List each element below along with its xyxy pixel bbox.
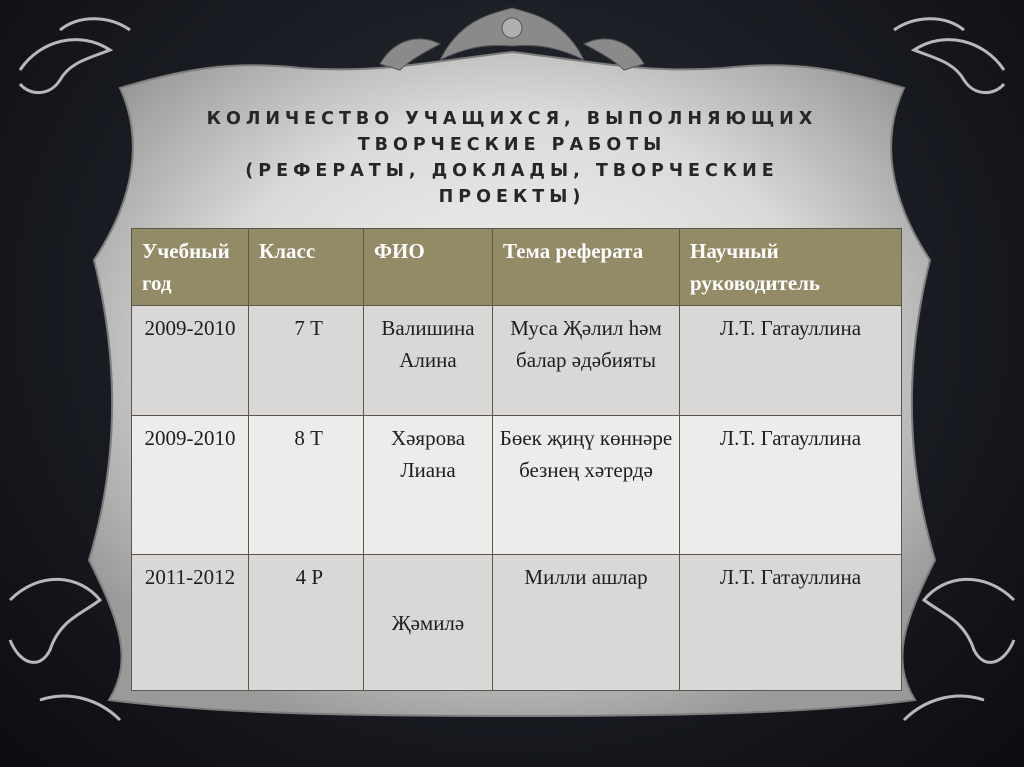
cell-name: Хәярова Лиана — [364, 416, 493, 555]
cell-name: Җәмилә — [364, 555, 493, 691]
title-line: КОЛИЧЕСТВО УЧАЩИХСЯ, ВЫПОЛНЯЮЩИХ — [206, 109, 818, 129]
cell-year: 2009-2010 — [132, 416, 249, 555]
cell-supervisor: Л.Т. Гатауллина — [680, 416, 902, 555]
cell-supervisor: Л.Т. Гатауллина — [680, 306, 902, 416]
title-line: (РЕФЕРАТЫ, ДОКЛАДЫ, ТВОРЧЕСКИЕ — [245, 161, 779, 181]
scroll-ornament-bottom-right — [904, 579, 1014, 720]
scroll-ornament-top-right — [894, 19, 1004, 93]
column-header-supervisor: Научный руководитель — [680, 229, 902, 306]
cell-year: 2011-2012 — [132, 555, 249, 691]
title-line: ПРОЕКТЫ) — [438, 187, 586, 207]
cell-class: 8 Т — [249, 416, 364, 555]
scroll-ornament-bottom-left — [10, 579, 120, 720]
title-line: ТВОРЧЕСКИЕ РАБОТЫ — [357, 135, 667, 155]
column-header-name: ФИО — [364, 229, 493, 306]
table-row — [132, 416, 902, 555]
cell-name: Валишина Алина — [364, 306, 493, 416]
table-header-row — [132, 229, 902, 306]
scroll-ornament-top-left — [20, 19, 130, 93]
cell-class: 7 Т — [249, 306, 364, 416]
column-header-class: Класс — [249, 229, 364, 306]
cell-class: 4 Р — [249, 555, 364, 691]
students-table — [131, 228, 902, 691]
cell-topic: Милли ашлар — [493, 555, 680, 691]
cell-topic: Муса Җәлил һәм балар әдәбияты — [493, 306, 680, 416]
column-header-year: Учебный год — [132, 229, 249, 306]
cell-supervisor: Л.Т. Гатауллина — [680, 555, 902, 691]
cell-year: 2009-2010 — [132, 306, 249, 416]
table-row — [132, 555, 902, 691]
column-header-topic: Тема реферата — [493, 229, 680, 306]
cell-topic: Бөек җиңү көннәре безнең хәтердә — [493, 416, 680, 555]
slide-title — [150, 106, 874, 210]
table-row — [132, 306, 902, 416]
